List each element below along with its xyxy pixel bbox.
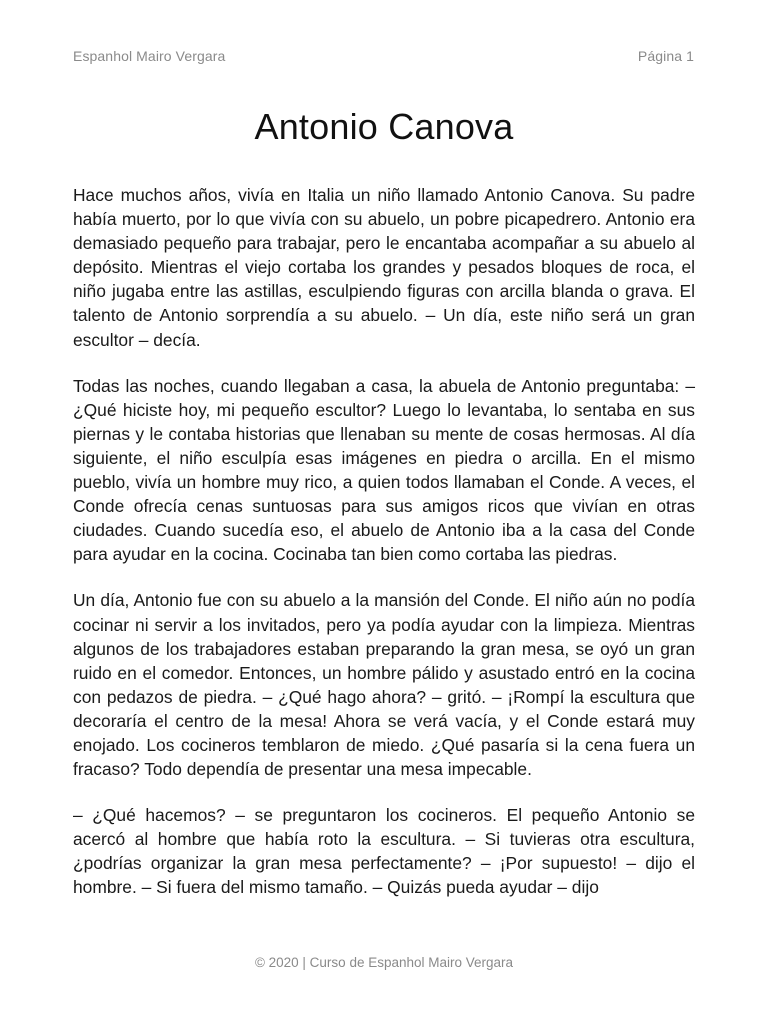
story-body bbox=[73, 183, 695, 922]
header-page-number: Página 1 bbox=[637, 48, 694, 64]
page-footer: © 2020 | Curso de Espanhol Mairo Vergara bbox=[254, 955, 514, 970]
story-paragraph-2: Todas las noches, cuando llegaban a casa, la abuela de Antonio preguntaba: – ¿Qué hiciste hoy, mi pequeño escultor? Luego lo levantaba, lo sentaba en sus piernas y le contaba historias que llenaban su mente de cosas hermosas. Al día siguiente, el niño esculpía esas imágenes en piedra o arcilla. En el mismo pueblo, vivía un hombre muy rico, a quien todos llamaban el Conde. A veces, el Conde ofrecía cenas suntuosas para sus amigos ricos que vivían en otras ciudades. Cuando sucedía eso, el abuelo de Antonio iba a la casa del Conde para ayudar en la cocina. Cocinaba tan bien como cortaba las piedras. bbox=[73, 375, 695, 565]
page-header bbox=[73, 48, 694, 64]
document-title: Antonio Canova bbox=[254, 106, 514, 147]
story-paragraph-1: Hace muchos años, vivía en Italia un niño llamado Antonio Canova. Su padre había muerto, por lo que vivía con su abuelo, un pobre picapedrero. Antonio era demasiado pequeño para trabajar, pero le encantaba acompañar a su abuelo al depósito. Mientras el viejo cortaba los grandes y pesados bloques de roca, el niño jugaba entre las astillas, esculpiendo figuras con arcilla blanda o grava. El talento de Antonio sorprendía a su abuelo. – Un día, este niño será un gran escultor – decía. bbox=[73, 185, 695, 350]
story-paragraph-4: – ¿Qué hacemos? – se preguntaron los cocineros. El pequeño Antonio se acercó al hombre que había roto la escultura. – Si tuvieras otra escultura, ¿podrías organizar la gran mesa perfectamente? – ¡Por supuesto! – dijo el hombre. – Si fuera del mismo tamaño. – Quizás pueda ayudar – dijo bbox=[73, 805, 695, 898]
story-paragraph-3: Un día, Antonio fue con su abuelo a la mansión del Conde. El niño aún no podía cocinar ni servir a los invitados, pero ya podía ayudar con la limpieza. Mientras algunos de los trabajadores estaban preparando la gran mesa, se oyó un gran ruido en el comedor. Entonces, un hombre pálido y asustado entró en la cocina con pedazos de piedra. – ¿Qué hago ahora? – gritó. – ¡Rompí la escultura que decoraría el centro de la mesa! Ahora se verá vacía, y el Conde estará muy enojado. Los cocineros temblaron de miedo. ¿Qué pasaría si la cena fuera un fracaso? Todo dependía de presentar una mesa impecable. bbox=[73, 590, 695, 780]
header-course-name: Espanhol Mairo Vergara bbox=[73, 48, 226, 64]
